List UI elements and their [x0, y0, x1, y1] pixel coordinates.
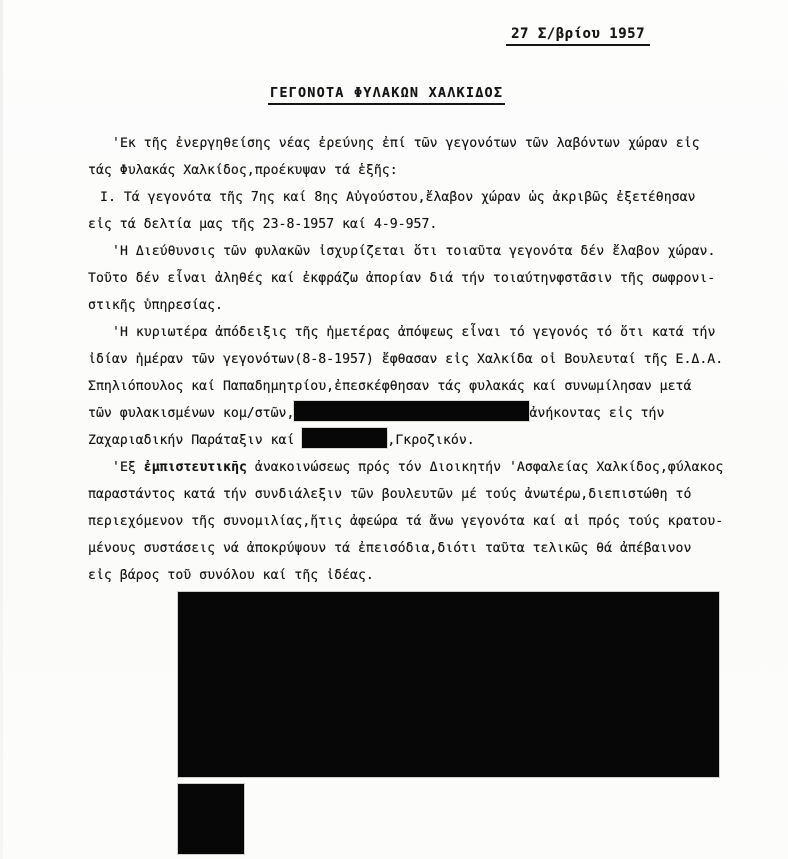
inline-redaction-bar: [294, 401, 529, 421]
text-line: [88, 292, 748, 319]
text-segment: Ι. Τά γεγονότα τῆς 7ης καί 8ης Αὐγούστου,ἔλαβον χώραν ὡς ἀκριβῶς ἐξετέθησαν: [100, 190, 696, 205]
text-line: [88, 400, 748, 427]
text-line: [88, 184, 748, 211]
redaction-block-large: [178, 592, 719, 777]
text-segment: τῶν φυλακισμένων κομ/στῶν,: [88, 406, 295, 421]
text-segment: Τοῦτο δέν εἶναι ἀληθές καί ἐκφράζω ἀπορίαν διά τήν τοιαύτηνφστᾶσιν τῆς σωφρονι-: [88, 271, 716, 286]
document-date: [0, 26, 650, 46]
document-title-text: ΓΕΓΟΝΟΤΑ ΦΥΛΑΚΩΝ ΧΑΛΚΙΔΟΣ: [268, 85, 505, 105]
text-segment: ἐμπιστευτικῆς: [143, 460, 247, 475]
text-segment: 'Εξ: [112, 460, 144, 475]
text-segment: εἰς βάρος τοῦ συνόλου καί τῆς ἰδέας.: [88, 568, 374, 583]
document-title: [268, 85, 505, 105]
text-segment: περιεχόμενον τῆς συνομιλίας,ἥτις ἀφεώρα τά ἄνω γεγονότα καί αἱ πρός τούς κρατου-: [88, 514, 724, 529]
text-segment: ἀνακοινώσεως πρός τόν Διοικητήν 'Ασφαλείας Χαλκίδος,φύλακος: [246, 460, 724, 475]
text-segment: ,Γκροζικόν.: [387, 433, 475, 448]
text-segment: ἀνήκοντας εἰς τήν: [529, 406, 665, 421]
text-line: [88, 265, 748, 292]
text-segment: μένους συστάσεις νά ἀποκρύψουν τά ἐπεισόδια,διότι ταῦτα τελικῶς θά ἀπέβαινον: [88, 541, 692, 556]
text-segment: εἰς τά δελτία μας τῆς 23-8-1957 καί 4-9-957.: [88, 217, 438, 232]
text-line: [88, 157, 748, 184]
document-date-text: 27 Σ/βρίου 1957: [506, 26, 650, 46]
document-body: [88, 130, 748, 589]
text-line: [88, 346, 748, 373]
text-segment: στικῆς ὑπηρεσίας.: [88, 298, 223, 313]
text-segment: ἰδίαν ἡμέραν τῶν γεγονότων(8-8-1957) ἔφθασαν εἰς Χαλκίδα οἱ Βουλευταί τῆς Ε.Δ.Α.: [88, 352, 724, 367]
text-line: [88, 373, 748, 400]
scan-edge-artifact: [0, 0, 3, 859]
text-segment: 'Η κυριωτέρα ἀπόδειξις τῆς ἡμετέρας ἀπόψεως εἶναι τό γεγονός τό ὅτι κατά τήν: [112, 325, 716, 340]
redaction-block-small: [178, 784, 244, 854]
text-line: [88, 535, 748, 562]
text-segment: τάς Φυλακάς Χαλκίδος,προέκυψαν τά ἑξῆς:: [88, 163, 398, 178]
text-segment: 'Η Διεύθυνσις τῶν φυλακῶν ἰσχυρίζεται ὅτι τοιαῦτα γεγονότα δέν ἔλαβον χώραν.: [112, 244, 716, 259]
text-line: [88, 130, 748, 157]
text-line: [88, 481, 748, 508]
text-line: [88, 508, 748, 535]
text-line: [88, 211, 748, 238]
text-line: [88, 238, 748, 265]
text-line: [88, 319, 748, 346]
text-line: [88, 562, 748, 589]
text-segment: Σπηλιόπουλος καί Παπαδημητρίου,ἐπεσκέφθησαν τάς φυλακάς καί συνωμίλησαν μετά: [88, 379, 692, 394]
text-segment: παραστάντος κατά τήν συνδιάλεξιν τῶν βουλευτῶν μέ τούς ἀνωτέρω,διεπιστώθη τό: [88, 487, 692, 502]
text-segment: 'Εκ τῆς ἐνεργηθείσης νέας ἐρεύνης ἐπί τῶν γεγονότων τῶν λαβόντων χώραν εἰς: [112, 136, 700, 151]
text-line: [88, 427, 748, 454]
text-line: [88, 454, 748, 481]
text-segment: Ζαχαριαδικήν Παράταξιν καί: [88, 433, 303, 448]
inline-redaction-bar: [302, 428, 387, 448]
